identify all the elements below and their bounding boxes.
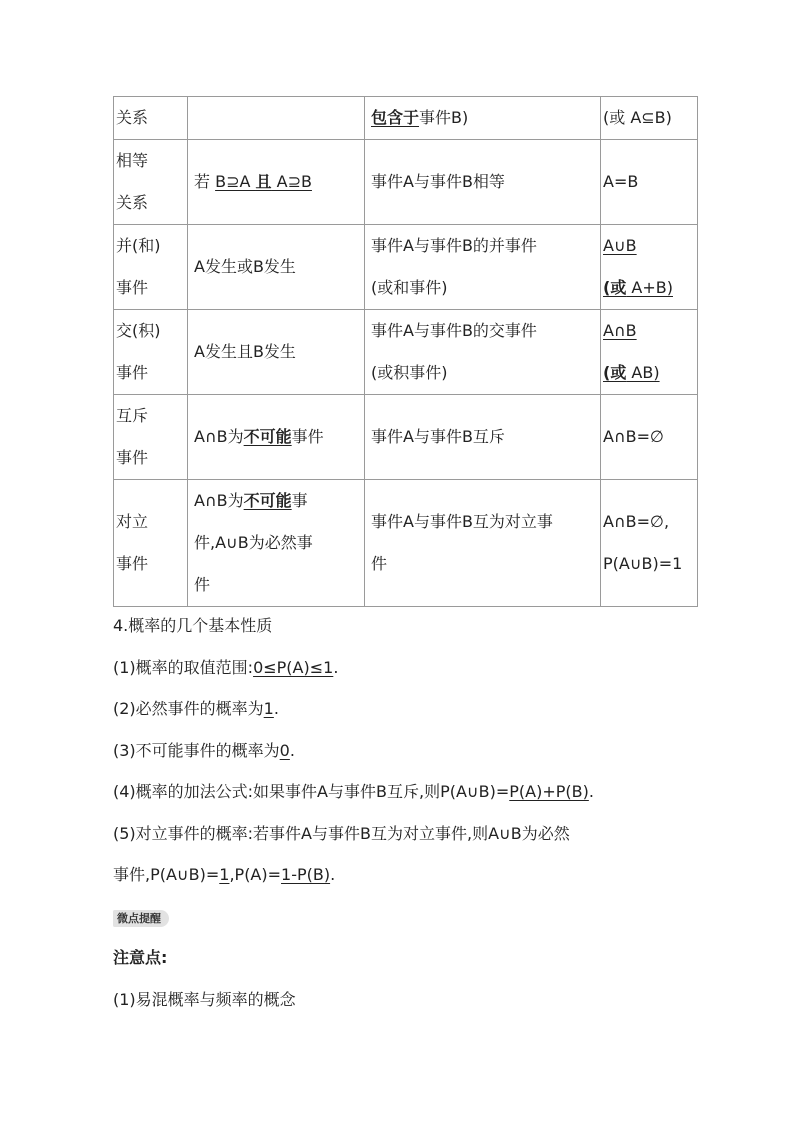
text-segment: 事件A与事件B互斥 <box>371 427 505 446</box>
property-line <box>113 813 693 855</box>
text-segment: . <box>273 699 279 718</box>
text-segment: 事件A与事件B相等 <box>371 172 505 191</box>
property-line <box>113 730 693 772</box>
description-cell <box>365 140 601 225</box>
text-segment: 事 <box>291 491 308 510</box>
cell-line <box>194 480 364 522</box>
answer-blank: (或 <box>603 363 627 382</box>
cell-line: 事件 <box>116 448 149 467</box>
text-segment: 件,A∪B为必然事 <box>194 533 313 552</box>
answer-blank: (或 <box>603 278 627 297</box>
relation-name-cell <box>114 480 188 607</box>
description-cell <box>365 395 601 480</box>
answer-blank: P(A)+P(B) <box>509 782 589 801</box>
cell-line: 关系 <box>116 108 149 127</box>
cell-line <box>371 501 600 543</box>
text-segment: (4)概率的加法公式:如果事件A与事件B互斥,则P(A∪B)= <box>113 782 510 801</box>
cell-line <box>194 246 364 288</box>
condition-cell <box>188 97 365 140</box>
answer-blank: 1 <box>219 865 230 884</box>
cell-line <box>194 564 364 606</box>
cell-line: 交(积) <box>116 321 161 340</box>
text-segment: 事件 <box>291 427 324 446</box>
relation-name-cell <box>114 395 188 480</box>
answer-blank: AB) <box>626 363 660 382</box>
answer-blank: A+B) <box>626 278 673 297</box>
text-segment: 事件A与事件B互为对立事 <box>371 512 553 531</box>
text-segment: 事件A与事件B的并事件 <box>371 236 537 255</box>
condition-cell <box>188 140 365 225</box>
text-segment: (5)对立事件的概率:若事件A与事件B互为对立事件,则A∪B为必然 <box>113 823 570 843</box>
cell-line <box>603 97 697 139</box>
cell-line <box>603 501 697 543</box>
relation-name-cell <box>114 310 188 395</box>
table-row <box>114 310 698 395</box>
text-segment: A发生或B发生 <box>194 257 296 276</box>
table-row <box>114 140 698 225</box>
relation-name-cell <box>114 140 188 225</box>
cell-line <box>194 416 364 458</box>
cell-line <box>603 225 697 267</box>
cell-line <box>603 267 697 309</box>
answer-blank: A∩B <box>603 321 637 340</box>
text-segment: 事件B) <box>419 108 469 127</box>
text-segment: . <box>289 740 295 760</box>
text-segment: (3)不可能事件的概率为 <box>113 740 280 760</box>
cell-line: 关系 <box>116 193 149 212</box>
relation-name-cell <box>114 225 188 310</box>
property-line <box>113 854 693 896</box>
cell-line: 相等 <box>116 151 149 170</box>
table-row <box>114 225 698 310</box>
notation-cell <box>601 480 698 607</box>
answer-blank: 不可能 <box>243 427 292 446</box>
cell-line: 对立 <box>116 512 149 531</box>
description-cell <box>365 480 601 607</box>
text-segment: . <box>330 865 336 884</box>
notation-cell <box>601 225 698 310</box>
table-row <box>114 97 698 140</box>
condition-cell <box>188 480 365 607</box>
text-segment: (或积事件) <box>371 363 448 382</box>
text-segment: A=B <box>603 172 639 191</box>
badge-row <box>113 896 693 938</box>
cell-line <box>371 267 600 309</box>
text-segment: A∩B为 <box>194 491 244 510</box>
cell-line <box>194 161 364 203</box>
answer-blank: B⊇A <box>215 172 256 191</box>
description-cell <box>365 97 601 140</box>
text-segment: 事件,P(A∪B)= <box>113 865 220 884</box>
cell-line: 并(和) <box>116 236 161 255</box>
tip-badge: 微点提醒 <box>113 910 169 927</box>
condition-cell <box>188 395 365 480</box>
text-segment: P(A∪B)=1 <box>603 554 683 573</box>
property-line <box>113 771 693 813</box>
condition-cell <box>188 310 365 395</box>
text-segment: 件 <box>371 554 388 573</box>
properties-section <box>113 605 693 1020</box>
property-line <box>113 647 693 689</box>
text-segment: . <box>588 782 594 801</box>
answer-blank: A⊇B <box>271 172 312 191</box>
answer-blank: 包含于 <box>371 108 420 127</box>
answer-blank: 1 <box>263 699 274 718</box>
event-relations-table <box>113 96 698 607</box>
text-segment: (或和事件) <box>371 278 448 297</box>
notation-cell <box>601 310 698 395</box>
text-segment: (或 A⊆B) <box>603 108 672 127</box>
cell-line <box>371 352 600 394</box>
text-segment: A∩B为 <box>194 427 244 446</box>
cell-line: 事件 <box>116 278 149 297</box>
text-segment: 若 <box>194 172 216 191</box>
cell-line <box>371 97 600 139</box>
note-title: 注意点: <box>113 948 168 967</box>
text-segment: (2)必然事件的概率为 <box>113 699 264 718</box>
text-segment: 件 <box>194 575 211 594</box>
cell-line <box>603 543 697 585</box>
cell-line <box>371 161 600 203</box>
property-line <box>113 688 693 730</box>
answer-blank: 0≤P(A)≤1 <box>253 657 334 677</box>
description-cell <box>365 225 601 310</box>
cell-line <box>603 161 697 203</box>
description-cell <box>365 310 601 395</box>
text-segment: ,P(A)= <box>229 865 282 884</box>
condition-cell <box>188 225 365 310</box>
text-segment: A∩B=∅, <box>603 512 670 531</box>
text-segment: A∩B=∅ <box>603 427 664 446</box>
answer-blank: A∪B <box>603 236 637 255</box>
text-segment: 事件A与事件B的交事件 <box>371 321 537 340</box>
table-row <box>114 480 698 607</box>
cell-line <box>371 310 600 352</box>
answer-blank: 不可能 <box>243 491 292 510</box>
cell-line <box>603 352 697 394</box>
text-segment: . <box>333 657 339 677</box>
relation-name-cell <box>114 97 188 140</box>
notation-cell <box>601 97 698 140</box>
cell-line <box>371 543 600 585</box>
answer-blank: 且 <box>255 172 272 191</box>
cell-line <box>603 310 697 352</box>
cell-line <box>371 225 600 267</box>
text-segment: (1)概率的取值范围: <box>113 657 254 677</box>
cell-line <box>371 416 600 458</box>
table-row <box>114 395 698 480</box>
answer-blank: 1-P(B) <box>281 865 331 884</box>
cell-line <box>194 331 364 373</box>
answer-blank: 0 <box>279 740 290 760</box>
cell-line <box>603 416 697 458</box>
cell-line <box>194 522 364 564</box>
cell-line: 互斥 <box>116 406 149 425</box>
text-segment: A发生且B发生 <box>194 342 296 361</box>
cell-line: 事件 <box>116 363 149 382</box>
notation-cell <box>601 395 698 480</box>
note-line: (1)易混概率与频率的概念 <box>113 989 296 1009</box>
notation-cell <box>601 140 698 225</box>
text-segment: 4.概率的几个基本性质 <box>113 616 273 635</box>
cell-line: 事件 <box>116 554 149 573</box>
property-line <box>113 605 693 647</box>
